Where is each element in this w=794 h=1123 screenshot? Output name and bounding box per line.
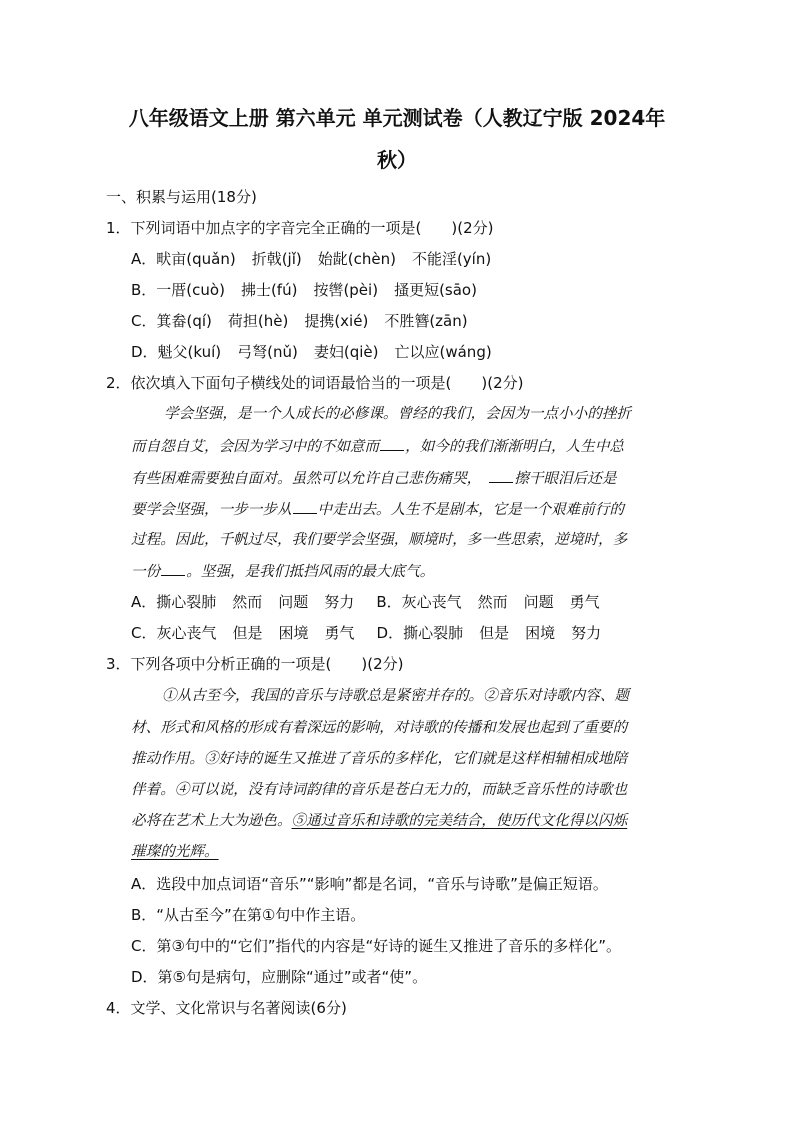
fill-blank-3 (293, 499, 317, 514)
section-heading: 一、积累与运用(18分) (106, 188, 257, 206)
underlined-sentence-end: 璀璨的光辉。 (131, 843, 219, 860)
q3-option-a: A．选段中加点词语“音乐”“影响”都是名词，“音乐与诗歌”是偏正短语。 (131, 875, 608, 893)
q3-passage-line-1: ①从古至今，我国的音乐与诗歌总是紧密并存的。②音乐对诗歌内容、题 (162, 687, 630, 704)
q2-passage-line-5: 过程。因此，千帆过尽，我们要学会坚强，顺境时，多一些思索，逆境时，多 (131, 531, 628, 548)
fill-blank-4 (161, 561, 185, 576)
q2-options-ab: A．撕心裂肺 然而 问题 努力 B．灰心丧气 然而 问题 勇气 (131, 593, 600, 611)
q3-option-c: C．第③句中的“它们”指代的内容是“好诗的诞生又推进了音乐的多样化”。 (131, 937, 622, 955)
q1-option-b: B．一厝(cuò) 拂士(fú) 按辔(pèi) 搔更短(sāo) (131, 281, 477, 299)
fill-blank-1 (380, 436, 404, 451)
q1-option-d: D．魁父(kuí) 弓弩(nǔ) 妻妇(qiè) 亡以应(wáng) (131, 343, 492, 361)
q2-passage-line-4: 要学会坚强，一步一步从 中走出去。人生不是剧本，它是一个艰难前行的 (131, 501, 625, 518)
q3-passage-line-2: 材、形式和风格的形成有着深远的影响，对诗歌的传播和发展也起到了重要的 (131, 719, 628, 736)
q2-options-cd: C．灰心丧气 但是 困境 勇气 D．撕心裂肺 但是 困境 努力 (131, 624, 602, 642)
exam-title-line-1: 八年级语文上册 第六单元 单元测试卷（人教辽宁版 2024年 (128, 106, 666, 130)
q3-passage-line-5: 必将在艺术上大为逊色。⑤通过音乐和诗歌的完美结合，使历代文化得以闪烁 (131, 812, 628, 829)
exam-title-line-2: 秋） (377, 148, 417, 172)
q2-passage-line-2: 而自怨自艾，会因为学习中的不如意而 ，如今的我们渐渐明白，人生中总 (131, 438, 625, 455)
q2-stem: 2．依次填入下面句子横线处的词语最恰当的一项是( )(2分) (106, 374, 524, 392)
q2-passage-line-3: 有些困难需要独自面对。虽然可以允许自己悲伤痛哭， 擦干眼泪后还是 (131, 470, 617, 487)
q1-option-c: C．箕畚(qí) 荷担(hè) 提携(xié) 不胜簪(zān) (131, 312, 468, 330)
q3-option-d: D．第⑤句是病句，应删除“通过”或者“使”。 (131, 968, 428, 986)
underlined-sentence: ⑤通过音乐和诗歌的完美结合，使历代文化得以闪烁 (291, 812, 628, 829)
q2-passage-line-6: 一份 。坚强，是我们抵挡风雨的最大底气。 (131, 563, 435, 580)
q3-passage-line-3: 推动作用。③好诗的诞生又推进了音乐的多样化，它们就是这样相辅相成地陪 (131, 750, 628, 767)
q3-option-b: B．“从古至今”在第①句中作主语。 (131, 906, 366, 924)
q1-option-a: A．畎亩(quǎn) 折戟(jǐ) 始龀(chèn) 不能淫(yín) (131, 250, 492, 268)
q4-stem: 4．文学、文化常识与名著阅读(6分) (106, 999, 347, 1017)
fill-blank-2 (489, 468, 513, 483)
q3-passage-line-6 (131, 842, 219, 862)
q1-stem: 1．下列词语中加点字的字音完全正确的一项是( )(2分) (106, 219, 494, 237)
q3-stem: 3．下列各项中分析正确的一项是( )(2分) (106, 655, 404, 673)
q2-passage-line-1: 学会坚强，是一个人成长的必修课。曾经的我们，会因为一点小小的挫折 (164, 405, 632, 422)
q3-passage-line-4: 伴着。④可以说，没有诗词韵律的音乐是苍白无力的，而缺乏音乐性的诗歌也 (131, 781, 628, 798)
